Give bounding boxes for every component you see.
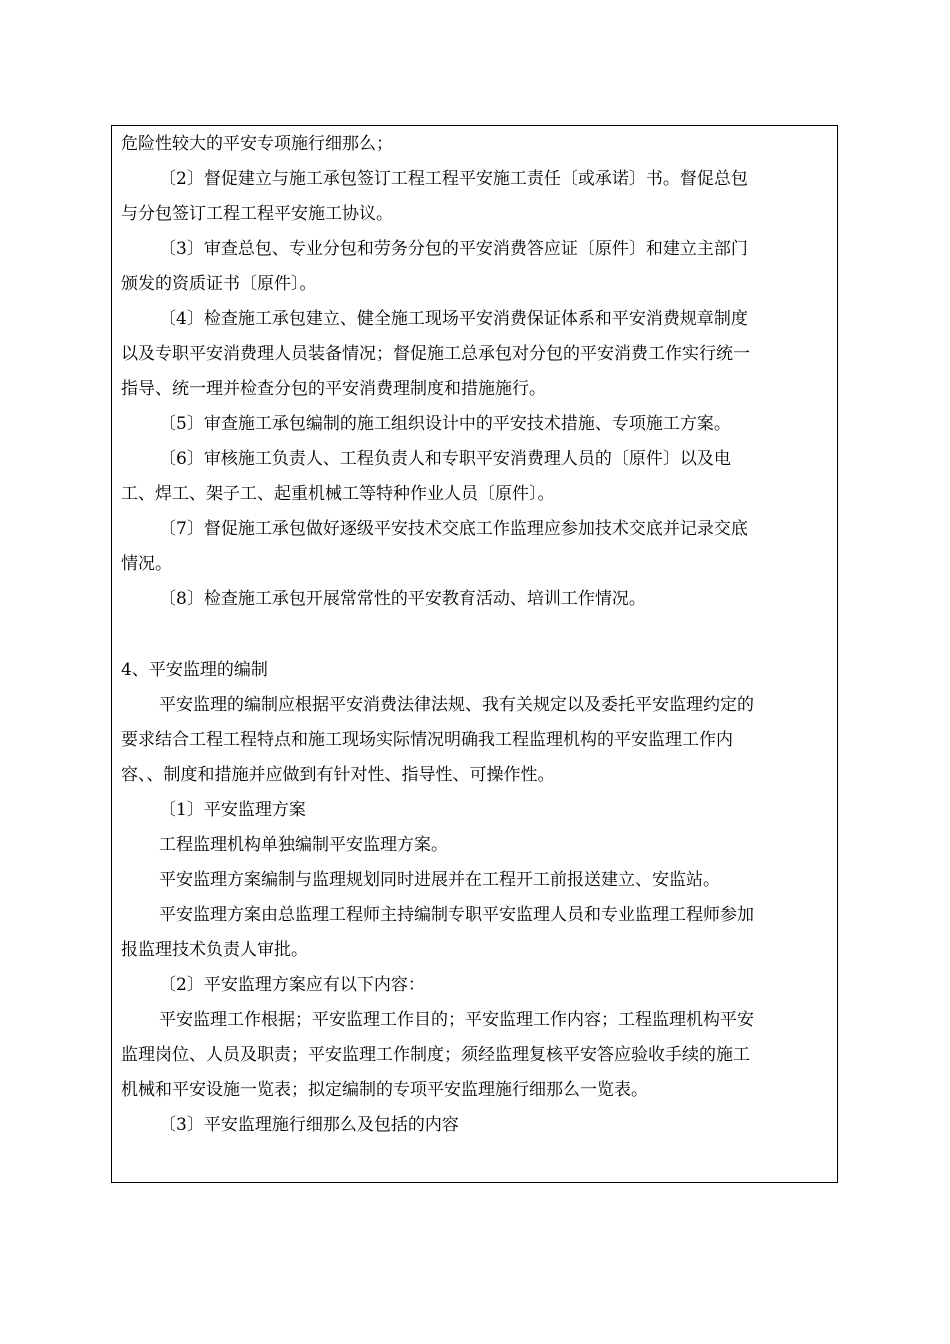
paragraph-line: 平安监理方案编制与监理规划同时进展并在工程开工前报送建立、安监站。 bbox=[159, 870, 720, 890]
paragraph-line: 〔4〕检查施工承包建立、健全施工现场平安消费保证体系和平安消费规章制度 bbox=[159, 309, 748, 329]
paragraph-line: 容、、制度和措施并应做到有针对性、指导性、可操作性。 bbox=[121, 765, 555, 785]
paragraph-line: 〔3〕平安监理施行细那么及包括的内容 bbox=[159, 1115, 459, 1135]
paragraph-line: 监理岗位、人员及职责；平安监理工作制度；须经监理复核平安答应验收手续的施工 bbox=[121, 1045, 750, 1065]
paragraph-line: 〔1〕平安监理方案 bbox=[159, 800, 306, 820]
paragraph-line: 〔2〕平安监理方案应有以下内容： bbox=[159, 975, 425, 995]
section-heading: 4、平安监理的编制 bbox=[121, 660, 268, 680]
paragraph-gap bbox=[121, 617, 833, 653]
paragraph-line: 危险性较大的平安专项施行细那么； bbox=[121, 134, 393, 154]
paragraph-line: 平安监理工作根据；平安监理工作目的；平安监理工作内容；工程监理机构平安 bbox=[159, 1010, 754, 1030]
paragraph-line: 颁发的资质证书〔原件〕。 bbox=[121, 274, 317, 294]
paragraph-line: 报监理技术负责人审批。 bbox=[121, 940, 308, 960]
paragraph-line: 情况。 bbox=[121, 554, 172, 574]
document-body bbox=[121, 127, 833, 1143]
paragraph-line: 机械和平安设施一览表；拟定编制的专项平安监理施行细那么一览表。 bbox=[121, 1080, 648, 1100]
paragraph-line: 〔3〕审查总包、专业分包和劳务分包的平安消费答应证〔原件〕和建立主部门 bbox=[159, 239, 748, 259]
paragraph-line: 要求结合工程工程特点和施工现场实际情况明确我工程监理机构的平安监理工作内 bbox=[121, 730, 733, 750]
paragraph-line: 〔2〕督促建立与施工承包签订工程工程平安施工责任〔或承诺〕书。督促总包 bbox=[159, 169, 748, 189]
paragraph-line: 工、焊工、架子工、起重机械工等特种作业人员〔原件〕。 bbox=[121, 484, 555, 504]
paragraph-line: 〔8〕检查施工承包开展常常性的平安教育活动、培训工作情况。 bbox=[159, 589, 646, 609]
paragraph-line: 以及专职平安消费理人员装备情况；督促施工总承包对分包的平安消费工作实行统一 bbox=[121, 344, 750, 364]
paragraph-line: 平安监理方案由总监理工程师主持编制专职平安监理人员和专业监理工程师参加 bbox=[159, 905, 754, 925]
paragraph-line: 指导、统一理并检查分包的平安消费理制度和措施施行。 bbox=[121, 379, 546, 399]
paragraph-line: 〔7〕督促施工承包做好逐级平安技术交底工作监理应参加技术交底并记录交底 bbox=[159, 519, 748, 539]
paragraph-line: 平安监理的编制应根据平安消费法律法规、我有关规定以及委托平安监理约定的 bbox=[159, 695, 754, 715]
paragraph-line: 工程监理机构单独编制平安监理方案。 bbox=[159, 835, 448, 855]
paragraph-line: 〔5〕审查施工承包编制的施工组织设计中的平安技术措施、专项施工方案。 bbox=[159, 414, 731, 434]
paragraph-line: 〔6〕审核施工负责人、工程负责人和专职平安消费理人员的〔原件〕以及电 bbox=[159, 449, 731, 469]
paragraph-line: 与分包签订工程工程平安施工协议。 bbox=[121, 204, 393, 224]
